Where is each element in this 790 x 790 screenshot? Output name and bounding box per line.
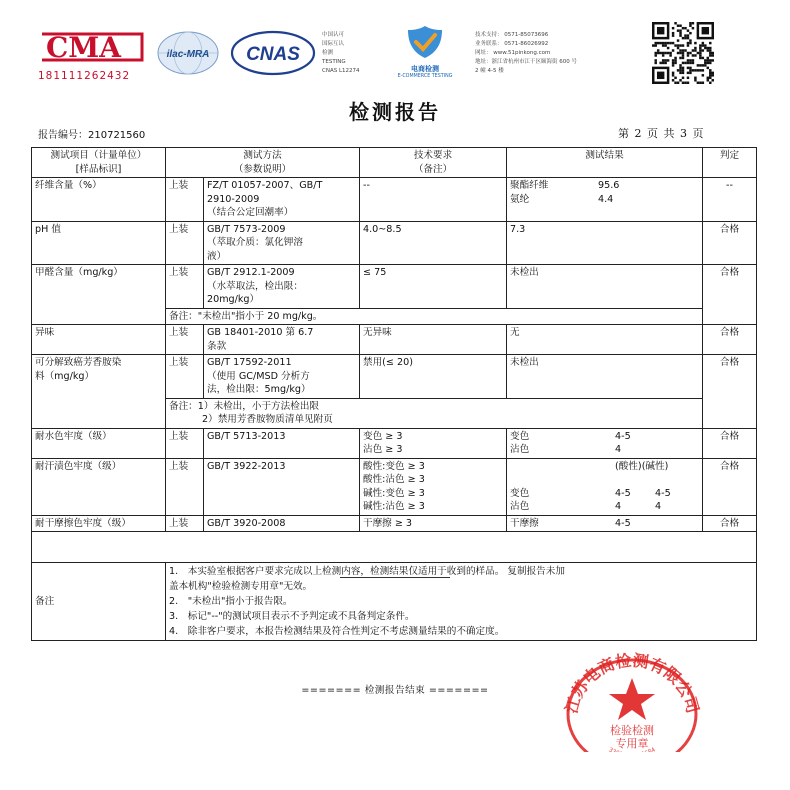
table-row: 纤维含量（%） 上装 FZ/T 01057-2007、GB/T 2910-2009 （结合公定回潮率） -- 聚酯纤维 95.6 氨纶 4.4 -- [32,178,757,222]
header-result: 测试结果 [507,148,703,178]
header-method: 测试方法 （参数说明） [166,148,360,178]
header-judgement: 判定 [703,148,757,178]
table-header-row [32,148,757,178]
ecommerce-testing-logo [388,24,462,82]
table-row: 耐干摩擦色牢度（级） 上装 GB/T 3920-2008 干摩擦 ≥ 3 干摩擦 4-5 合格 [32,515,757,532]
report-title: 检测报告 [349,100,441,124]
accreditation-text: 中国认可 国际互认 检测 TESTING CNAS L12274 [322,32,360,74]
header-item: 测试项目（计量单位） [样品标识] [32,148,166,178]
contact-info: 技术支持： 0571-85073696 业务联系： 0571-86026992 网址： www.51pinkong.com 地址：浙江省杭州市江干区颐海街 600 号 2 幢 4-5 楼 [475,32,577,74]
remarks-row: 备注 1. 本实验室根据客户要求完成以上检测内容，检测结果仅适用于收到的样品。 复制报告未加 盖本机构"检验检测专用章"无效。 2. "未检出"指小于报告限。 3. 标记"--"的测试项目表示不予判定或不具备判定条件。 4. 除非客户要求，本报告检测结果及符合性判定不考虑测量结果的不确定度。 [32,563,757,641]
svg-text:CNAS: CNAS [246,44,300,65]
cnas-logo [230,30,316,76]
table-row: 可分解致癌芳香胺染 料（mg/kg） 上装 GB/T 17592-2011 （使用 GC/MSD 分析方 法，检出限：5mg/kg） 禁用(≤ 20) 未检出 合格 [32,355,757,399]
ilac-globe-icon [155,30,221,76]
svg-text:江苏电商检测有限公司: 江苏电商检测有限公司 [562,652,702,716]
svg-text:专用章: 专用章 [615,737,649,750]
header-requirement: 技术要求 （备注） [360,148,507,178]
qr-code [652,22,714,84]
cma-number: 181111262432 [38,70,131,82]
test-results-table [31,147,757,641]
table-row: 甲醛含量（mg/kg） 上装 GB/T 2912.1-2009 （水萃取法，检出限： 20mg/kg） ≤ 75 未检出 合格 [32,265,757,309]
table-spacer-row [32,532,757,563]
red-seal-stamp-icon [562,652,702,752]
cma-logo [38,30,148,80]
page-info: 第 2 页 共 3 页 [618,127,705,140]
report-number: 报告编号：210721560 [38,130,146,141]
qr-code-icon [652,22,714,84]
shield-check-icon [405,24,445,60]
ecommerce-sub: E-COMMERCE TESTING [397,74,453,79]
svg-text:检验检测: 检验检测 [610,724,654,737]
divider-line [340,577,450,578]
ecommerce-label: 电商检测 [411,65,439,73]
report-end-marker: ======= 检测报告结束 ======= [301,685,489,696]
table-note-row: 备注："未检出"指小于 20 mg/kg。 [32,308,757,325]
table-row: 耐汗渍色牢度（级） 上装 GB/T 3922-2013 酸性:变色 ≥ 3 酸性:沾色 ≥ 3 碱性:变色 ≥ 3 碱性:沾色 ≥ 3 (酸性) (碱性) 变色 4-5 4-5 沾色 4 4 合格 [32,458,757,515]
table-note-row: 备注：1）未检出，小于方法检出限 2）禁用芳香胺物质清单见附页 [32,398,757,428]
svg-text:CMA: CMA [46,31,122,64]
ilac-mra-logo [155,30,221,76]
table-row: pH 值 上装 GB/T 7573-2009 （萃取介质：氯化钾溶 液） 4.0~8.5 7.3 合格 [32,221,757,265]
inspection-seal [562,652,702,752]
cma-logo-icon [38,30,148,64]
table-row: 异味 上装 GB 18401-2010 第 6.7 条款 无异味 无 合格 [32,325,757,355]
cnas-oval-icon [230,30,316,76]
svg-text:ilac-MRA: ilac-MRA [166,49,210,60]
svg-text:3301931000684: 3 4 [607,746,657,752]
table-row: 耐水色牢度（级） 上装 GB/T 5713-2013 变色 ≥ 3 沾色 ≥ 3 变色 4-5 沾色 4 合格 [32,428,757,458]
